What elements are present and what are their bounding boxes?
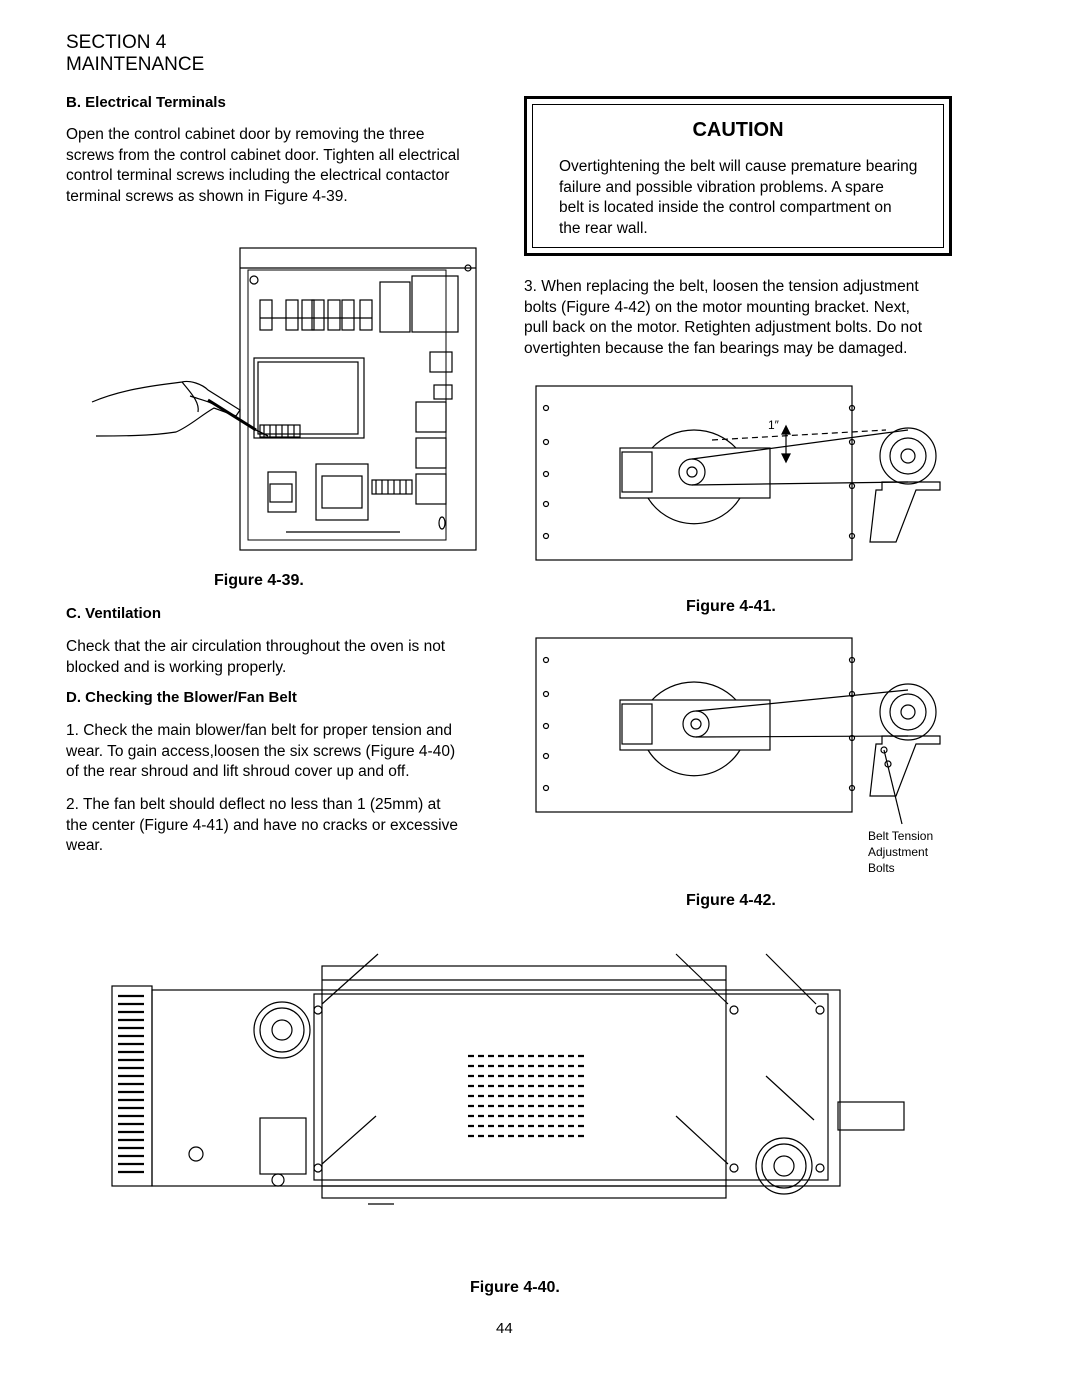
heading-electrical-terminals: B. Electrical Terminals [66, 94, 226, 111]
page-number: 44 [496, 1320, 513, 1337]
belt-tension-label [868, 828, 933, 876]
section-header [66, 32, 204, 76]
text-line: 1. Check the main blower/fan belt for proper tension and [66, 722, 453, 739]
text-line: blocked and is working properly. [66, 658, 287, 676]
section-title: MAINTENANCE [66, 54, 205, 75]
text-line: Check that the air circulation throughout the oven is not [66, 638, 446, 655]
text-line: wear. [66, 837, 104, 854]
caution-inner-border [532, 104, 944, 248]
heading-blower-fan-belt: D. Checking the Blower/Fan Belt [66, 689, 297, 706]
paragraph-step-2 [66, 795, 494, 857]
caution-line: failure and possible vibration problems. A spare [559, 178, 884, 196]
text-line: wear. To gain access,loosen the six screws (Figure 4-40) [66, 742, 456, 760]
text-line: 3. When replacing the belt, loosen the tension adjustment [524, 278, 919, 295]
paragraph-ventilation [66, 637, 494, 678]
fan-belt-deflection-illustration [536, 386, 952, 562]
control-cabinet-illustration [90, 240, 490, 560]
paragraph-electrical-terminals [66, 125, 492, 207]
text-line: terminal screws as shown in Figure 4-39. [66, 187, 348, 205]
text-line: pull back on the motor. Retighten adjustment bolts. Do not [524, 319, 923, 336]
text-line: the center (Figure 4-41) and have no cracks or excessive [66, 816, 458, 834]
text-line: overtighten because the fan bearings may be damaged. [524, 339, 908, 357]
label-line: Belt Tension [868, 829, 934, 843]
paragraph-step-3 [524, 277, 954, 359]
figure-4-40-caption: Figure 4-40. [470, 1279, 560, 1296]
belt-tension-bolts-illustration [536, 638, 952, 828]
figure-4-41-caption: Figure 4-41. [686, 598, 776, 615]
heading-ventilation: C. Ventilation [66, 605, 162, 622]
caution-line: the rear wall. [559, 219, 648, 237]
caution-text [559, 157, 921, 239]
caution-line: Overtightening the belt will cause premature bearing [559, 158, 918, 175]
deflection-label: 1″ [768, 418, 779, 432]
text-line: Open the control cabinet door by removing the three [66, 126, 425, 143]
text-line: control terminal screws including the electrical contactor [66, 167, 450, 184]
text-line: bolts (Figure 4-42) on the motor mounting bracket. Next, [524, 298, 910, 316]
label-line: Adjustment [868, 845, 929, 859]
caution-line: belt is located inside the control compartment on [559, 199, 892, 216]
rear-shroud-illustration [108, 950, 924, 1230]
caution-box [524, 96, 952, 256]
text-line: 2. The fan belt should deflect no less than 1 (25mm) at [66, 796, 441, 813]
label-line: Bolts [868, 861, 895, 875]
text-line: of the rear shroud and lift shroud cover up and off. [66, 763, 410, 780]
text-line: screws from the control cabinet door. Tighten all electrical [66, 146, 460, 164]
section-number: SECTION 4 [66, 32, 167, 53]
figure-4-39-caption: Figure 4-39. [214, 572, 304, 589]
paragraph-step-1 [66, 721, 494, 783]
caution-title: CAUTION [692, 119, 784, 141]
figure-4-42-caption: Figure 4-42. [686, 892, 776, 909]
